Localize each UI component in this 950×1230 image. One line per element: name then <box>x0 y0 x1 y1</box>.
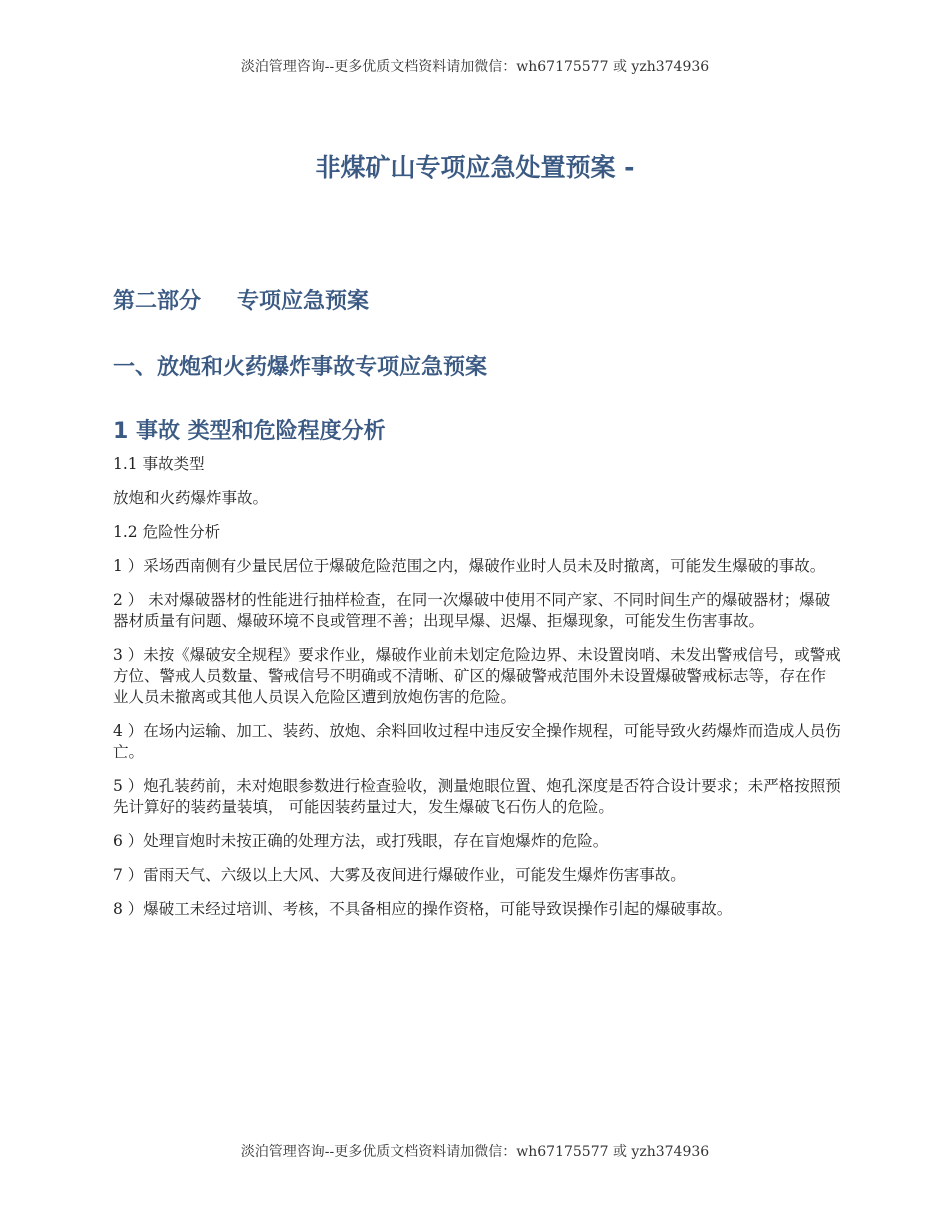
document-body <box>113 282 841 933</box>
subsection-heading: 1 事故 类型和危险程度分析 <box>113 419 386 444</box>
paragraph: 放炮和火药爆炸事故。 <box>113 489 269 507</box>
paragraph: 7 ）雷雨天气、六级以上大风、大雾及夜间进行爆破作业，可能发生爆炸伤害事故。 <box>113 866 686 884</box>
page-footer: 淡泊管理咨询--更多优质文档资料请加微信：wh67175577 或 yzh374936 <box>240 1144 710 1160</box>
part-title: 专项应急预案 <box>237 289 370 314</box>
part-label: 第二部分 <box>113 289 202 314</box>
paragraph: 1.1 事故类型 <box>113 455 205 473</box>
page-header: 淡泊管理咨询--更多优质文档资料请加微信：wh67175577 或 yzh374936 <box>240 59 710 75</box>
document-title: 非煤矿山专项应急处置预案 - <box>315 153 635 182</box>
paragraph: 1 ）采场西南侧有少量民居位于爆破危险范围之内，爆破作业时人员未及时撤离，可能发生爆破的事故。 <box>113 557 826 575</box>
paragraph: 2 ） 未对爆破器材的性能进行抽样检查，在同一次爆破中使用不同产家、不同时间生产的爆破器材；爆破器材质量有问题、爆破环境不良或管理不善；出现早爆、迟爆、拒爆现象，可能发生伤害事故。 <box>113 591 831 630</box>
paragraph: 4 ）在场内运输、加工、装药、放炮、余料回收过程中违反安全操作规程，可能导致火药爆炸而造成人员伤亡。 <box>113 722 841 761</box>
section-heading: 一、放炮和火药爆炸事故专项应急预案 <box>113 355 488 380</box>
paragraph: 6 ）处理盲炮时未按正确的处理方法，或打残眼，存在盲炮爆炸的危险。 <box>113 832 609 850</box>
paragraph: 3 ）未按《爆破安全规程》要求作业，爆破作业前未划定危险边界、未设置岗哨、未发出警戒信号，或警戒方位、警戒人员数量、警戒信号不明确或不清晰、矿区的爆破警戒范围外未设置爆破警戒标志等，存在作业人员未撤离或其他人员误入危险区遭到放炮伤害的危险。 <box>113 646 841 706</box>
paragraph: 5 ）炮孔装药前，未对炮眼参数进行检查验收，测量炮眼位置、炮孔深度是否符合设计要求；未严格按照预先计算好的装药量装填， 可能因装药量过大，发生爆破飞石伤人的危险。 <box>113 777 841 816</box>
paragraph: 1.2 危险性分析 <box>113 523 221 541</box>
paragraph: 8 ）爆破工未经过培训、考核，不具备相应的操作资格，可能导致误操作引起的爆破事故。 <box>113 900 733 918</box>
part-heading <box>113 282 841 322</box>
